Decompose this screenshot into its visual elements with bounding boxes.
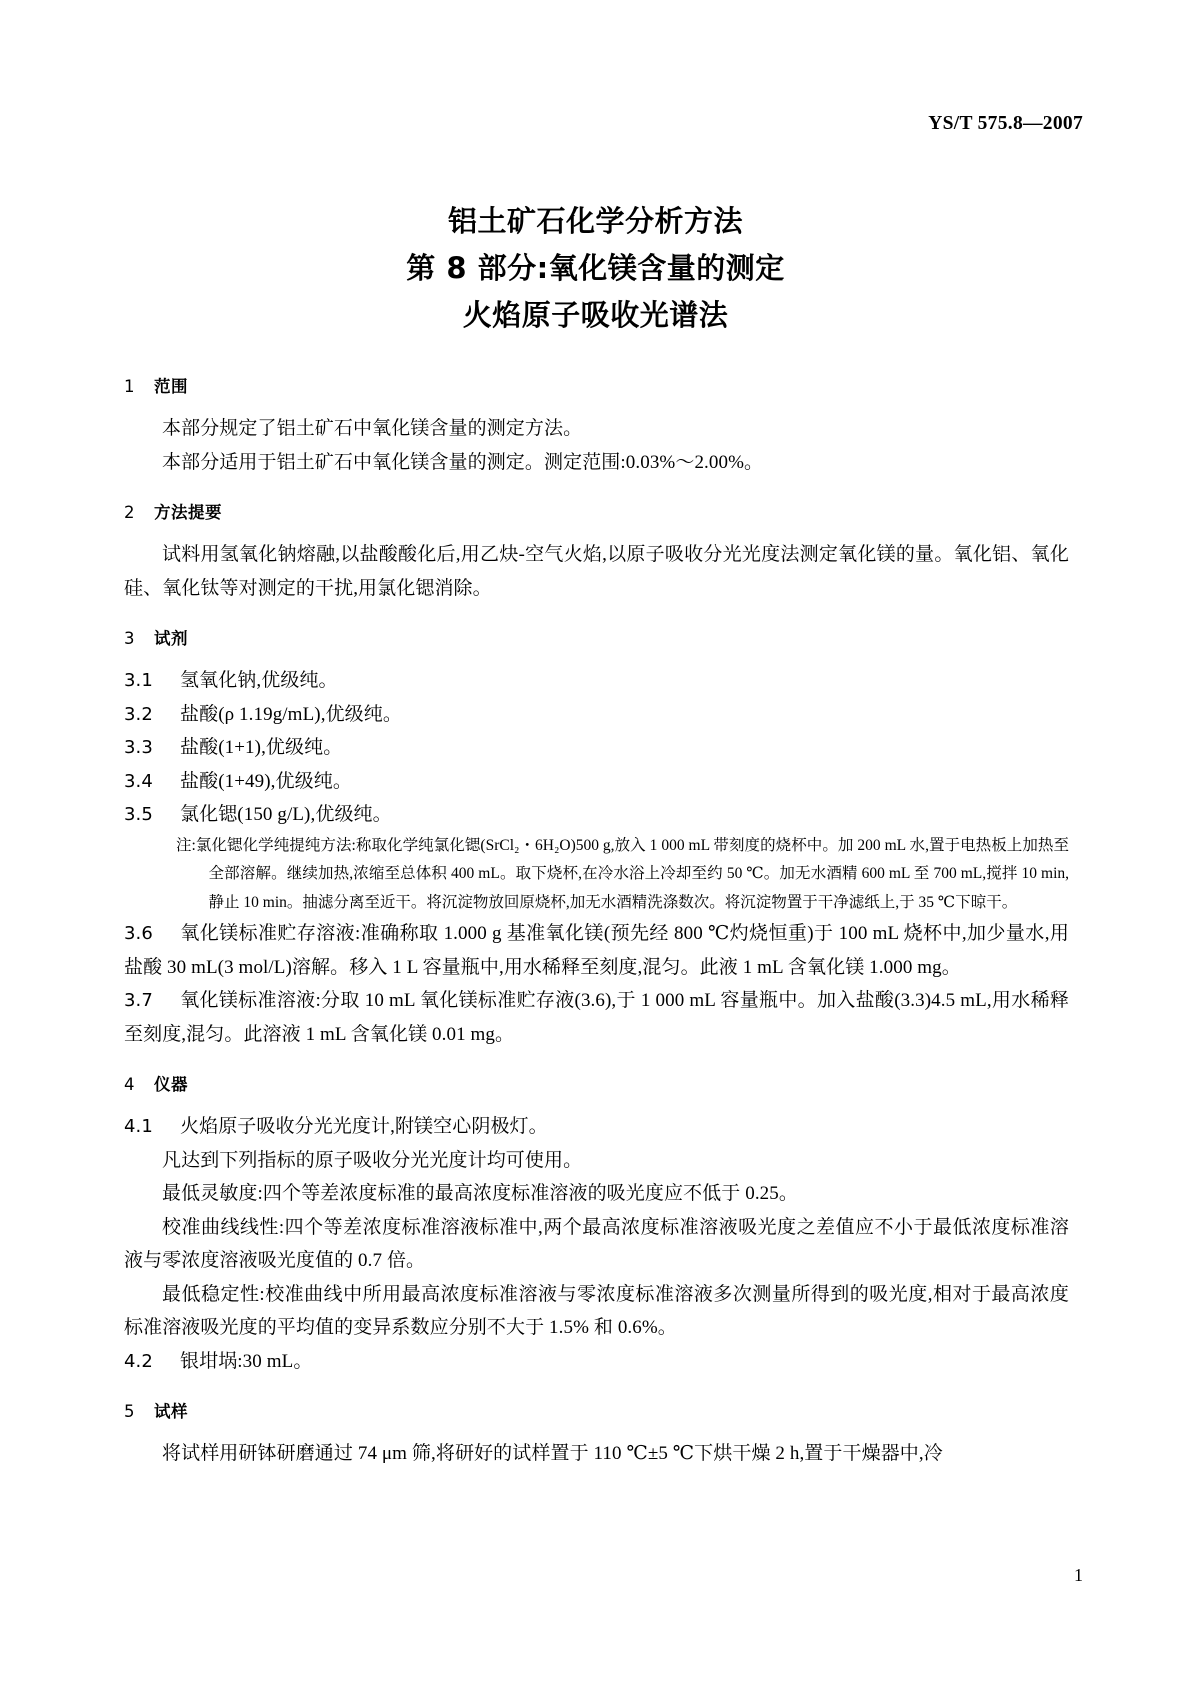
clause-number-4-1: 4.1 — [124, 1116, 153, 1137]
clause-text-3-4: 盐酸(1+49),优级纯。 — [180, 770, 352, 792]
section-heading-1 — [124, 372, 1069, 402]
clause-text-3-6: 氧化镁标准贮存溶液:准确称取 1.000 g 基准氧化镁(预先经 800 ℃灼烧恒重)于 100 mL 烧杯中,加少量水,用盐酸 30 mL(3 mol/L)溶解。移入 1 L 容量瓶中,用水稀释至刻度,混匀。此液 1 mL 含氧化镁 1.000 mg。 — [124, 923, 1069, 978]
section-number-5: 5 — [124, 1402, 135, 1421]
clause-3-5 — [124, 798, 1069, 832]
clause-number-3-5: 3.5 — [124, 804, 153, 825]
clause-text-3-7: 氧化镁标准溶液:分取 10 mL 氧化镁标准贮存液(3.6),于 1 000 mL 容量瓶中。加入盐酸(3.3)4.5 mL,用水稀释至刻度,混匀。此溶液 1 mL 含氧化镁 0.01 mg。 — [124, 990, 1069, 1045]
clause-text-3-5: 氯化锶(150 g/L),优级纯。 — [180, 804, 392, 825]
title-line-2: 第 8 部分:氧化镁含量的测定 — [406, 251, 785, 285]
section-4-paragraph-2: 最低灵敏度:四个等差浓度标准的最高浓度标准溶液的吸光度应不低于 0.25。 — [162, 1183, 798, 1204]
clause-number-3-3: 3.3 — [124, 737, 153, 758]
clause-3-6 — [124, 917, 1069, 984]
section-4-paragraph-1: 凡达到下列指标的原子吸收分光光度计均可使用。 — [162, 1149, 583, 1171]
section-heading-3 — [124, 624, 1069, 654]
section-title-3: 试剂 — [154, 629, 188, 648]
section-heading-4 — [124, 1070, 1069, 1100]
note-label: 注: — [176, 836, 196, 854]
section-title-5: 试样 — [154, 1402, 188, 1421]
clause-text-3-2: 盐酸(ρ 1.19g/mL),优级纯。 — [180, 703, 402, 725]
clause-3-7 — [124, 984, 1069, 1051]
clause-text-3-3: 盐酸(1+1),优级纯。 — [180, 737, 343, 758]
section-title-1: 范围 — [154, 377, 188, 396]
section-title-4: 仪器 — [154, 1075, 188, 1094]
section-title-2: 方法提要 — [154, 503, 222, 522]
clause-3-3 — [124, 731, 1069, 765]
clause-3-1 — [124, 664, 1069, 698]
clause-number-3-6: 3.6 — [124, 923, 153, 944]
section-1-paragraph-2: 本部分适用于铝土矿石中氧化镁含量的测定。测定范围:0.03%～2.00%。 — [162, 451, 764, 473]
document-title-block — [0, 198, 1191, 339]
section-heading-5 — [124, 1397, 1069, 1427]
section-4-paragraph-3: 校准曲线线性:四个等差浓度标准溶液标准中,两个最高浓度标准溶液吸光度之差值应不小于最低浓度标准溶液与零浓度溶液吸光度值的 0.7 倍。 — [124, 1216, 1069, 1271]
clause-number-3-7: 3.7 — [124, 990, 153, 1011]
clause-number-4-2: 4.2 — [124, 1350, 153, 1372]
section-number-2: 2 — [124, 503, 135, 522]
title-line-3: 火焰原子吸收光谱法 — [462, 298, 729, 332]
clause-number-3-2: 3.2 — [124, 703, 153, 725]
section-number-1: 1 — [124, 377, 135, 396]
section-4-paragraph-4: 最低稳定性:校准曲线中所用最高浓度标准溶液与零浓度标准溶液多次测量所得到的吸光度,相对于最高浓度标准溶液吸光度的平均值的变异系数应分别不大于 1.5% 和 0.6%。 — [124, 1283, 1069, 1338]
note-3-5 — [176, 832, 1069, 918]
running-header-standard-number: YS/T 575.8—2007 — [928, 113, 1083, 134]
section-1-paragraph-1: 本部分规定了铝土矿石中氧化镁含量的测定方法。 — [162, 418, 583, 439]
title-line-1: 铝土矿石化学分析方法 — [447, 204, 743, 238]
clause-number-3-1: 3.1 — [124, 670, 153, 691]
document-body — [124, 372, 1069, 1471]
page-number: 1 — [1074, 1565, 1083, 1585]
clause-number-3-4: 3.4 — [124, 770, 153, 792]
section-2-paragraph-1: 试料用氢氧化钠熔融,以盐酸酸化后,用乙炔-空气火焰,以原子吸收分光光度法测定氧化镁的量。氧化铝、氧化硅、氧化钛等对测定的干扰,用氯化锶消除。 — [124, 544, 1069, 599]
clause-4-2 — [124, 1345, 1069, 1379]
clause-3-4 — [124, 765, 1069, 799]
section-number-3: 3 — [124, 629, 135, 648]
clause-text-4-1: 火焰原子吸收分光光度计,附镁空心阴极灯。 — [180, 1116, 548, 1137]
clause-3-2 — [124, 698, 1069, 732]
clause-text-4-2: 银坩埚:30 mL。 — [180, 1350, 313, 1372]
section-number-4: 4 — [124, 1075, 135, 1094]
section-5-paragraph-1: 将试样用研钵研磨通过 74 μm 筛,将研好的试样置于 110 ℃±5 ℃下烘干燥 2 h,置于干燥器中,冷 — [162, 1443, 943, 1464]
clause-4-1 — [124, 1110, 1069, 1144]
clause-text-3-1: 氢氧化钠,优级纯。 — [180, 670, 338, 691]
note-body: 氯化锶化学纯提纯方法:称取化学纯氯化锶(SrCl₂・6H₂O)500 g,放入 1 000 mL 带刻度的烧杯中。加 200 mL 水,置于电热板上加热至全部溶解。继续加热,浓缩至总体积 400 mL。取下烧杯,在冷水浴上冷却至约 50 ℃。加无水酒精 600 mL 至 700 mL,搅拌 10 min,静止 10 min。抽滤分离至近干。将沉淀物放回原烧杯,加无水酒精洗涤数次。将沉淀物置于干净滤纸上,于 35 ℃下晾干。 — [195, 836, 1069, 911]
section-heading-2 — [124, 498, 1069, 528]
